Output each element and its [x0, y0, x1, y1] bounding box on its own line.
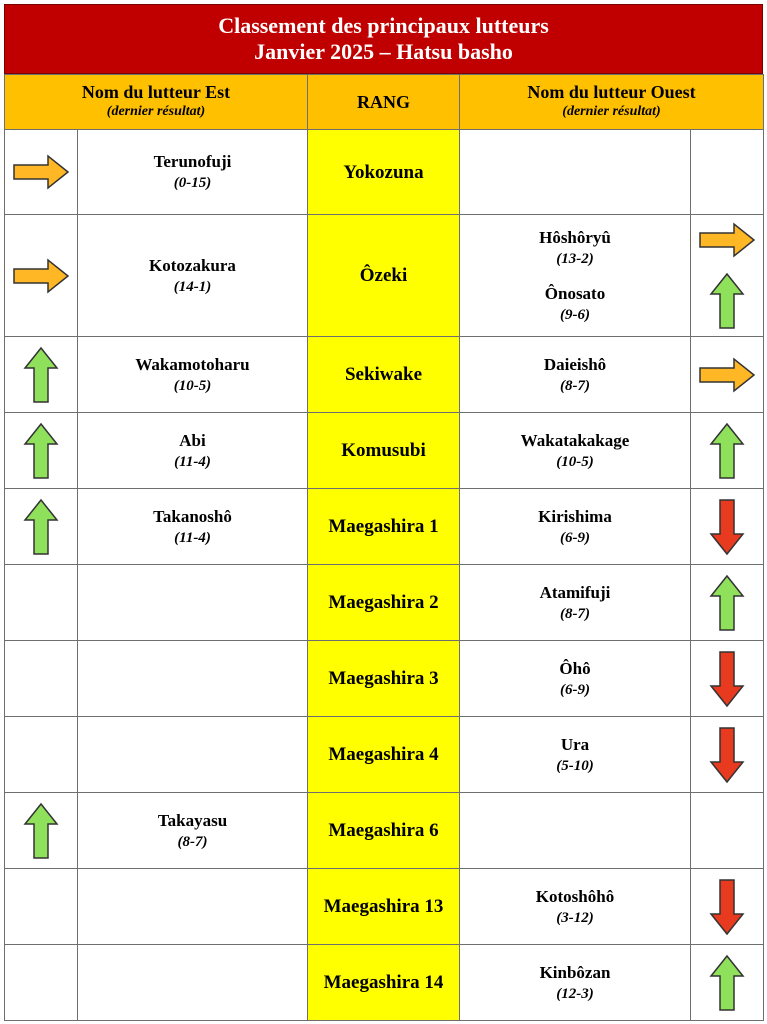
table-row	[5, 337, 764, 413]
east-wrestler-cell	[78, 413, 308, 489]
east-column-header	[5, 75, 308, 130]
arrow-right-icon	[698, 222, 756, 258]
wrestler-name: Ura	[560, 734, 590, 754]
arrow-shape	[711, 424, 743, 478]
west-trend-cell	[691, 337, 764, 413]
rank-label: Sekiwake	[344, 364, 423, 385]
east-trend-cell	[5, 565, 78, 641]
rank-cell	[308, 869, 460, 945]
wrestler-name: Wakatakakage	[520, 430, 630, 450]
west-trend-cell	[691, 215, 764, 337]
wrestler-name: Takayasu	[157, 810, 228, 830]
arrow-shape	[25, 424, 57, 478]
wrestler-entry	[460, 658, 690, 700]
wrestler-record: (0-15)	[173, 175, 212, 191]
west-wrestler-cell	[460, 641, 691, 717]
wrestler-entry	[460, 886, 690, 928]
wrestler-entry	[78, 255, 307, 297]
table-row	[5, 489, 764, 565]
east-wrestler-cell	[78, 945, 308, 1021]
title-line-2: Janvier 2025 – Hatsu basho	[254, 39, 513, 64]
west-wrestler-cell	[460, 945, 691, 1021]
arrow-down-icon	[709, 726, 745, 784]
wrestler-entry	[460, 582, 690, 624]
west-header-subtitle: (dernier résultat)	[562, 104, 661, 119]
wrestler-entry	[78, 810, 307, 852]
ranking-table	[4, 74, 764, 1021]
west-trend-cell	[691, 945, 764, 1021]
trend-arrows	[5, 346, 77, 404]
arrow-shape	[711, 728, 743, 782]
wrestler-record: (10-5)	[556, 453, 594, 470]
east-trend-cell	[5, 130, 78, 215]
east-trend-cell	[5, 793, 78, 869]
wrestler-record: (8-7)	[560, 605, 590, 622]
west-trend-cell	[691, 565, 764, 641]
arrow-shape	[14, 156, 68, 188]
arrow-shape	[25, 500, 57, 554]
arrow-up-icon	[709, 422, 745, 480]
table-row	[5, 717, 764, 793]
rank-cell	[308, 945, 460, 1021]
east-trend-cell	[5, 215, 78, 337]
rank-cell	[308, 489, 460, 565]
rank-column-header: RANG	[308, 75, 460, 130]
rank-label: Maegashira 6	[328, 820, 439, 841]
arrow-shape	[711, 500, 743, 554]
wrestler-entry	[78, 151, 307, 193]
east-trend-cell	[5, 717, 78, 793]
wrestler-record: (11-4)	[174, 453, 211, 470]
wrestler-record: (3-12)	[556, 909, 594, 926]
west-wrestler-cell	[460, 793, 691, 869]
east-trend-cell	[5, 337, 78, 413]
east-wrestler-cell	[78, 641, 308, 717]
west-trend-cell	[691, 413, 764, 489]
wrestler-entry	[460, 430, 690, 472]
wrestler-name: Hôshôryû	[539, 227, 611, 247]
arrow-shape	[700, 359, 754, 391]
arrow-down-icon	[709, 650, 745, 708]
trend-arrows	[691, 726, 763, 784]
east-wrestler-cell	[78, 130, 308, 215]
east-wrestler-cell	[78, 565, 308, 641]
wrestler-name: Kotoshôhô	[535, 886, 615, 906]
table-row	[5, 130, 764, 215]
trend-arrows	[5, 802, 77, 860]
east-wrestler-cell	[78, 215, 308, 337]
west-wrestler-cell	[460, 215, 691, 337]
wrestler-name: Kinbôzan	[539, 962, 611, 982]
trend-arrows	[691, 422, 763, 480]
wrestler-entry	[460, 734, 690, 776]
wrestler-name: Ôhô	[559, 658, 591, 678]
wrestler-entry	[78, 354, 307, 396]
table-row	[5, 215, 764, 337]
wrestler-name: Atamifuji	[539, 582, 611, 602]
trend-arrows	[691, 357, 763, 393]
east-header-title: Nom du lutteur Est	[81, 82, 231, 102]
wrestler-record: (6-9)	[560, 681, 590, 698]
west-trend-cell	[691, 717, 764, 793]
wrestler-record: (14-1)	[173, 278, 212, 295]
table-row	[5, 869, 764, 945]
rank-label: Maegashira 1	[328, 516, 439, 537]
table-row	[5, 641, 764, 717]
arrow-shape	[25, 804, 57, 858]
wrestler-name: Kotozakura	[149, 255, 236, 275]
arrow-shape	[711, 652, 743, 706]
arrow-up-icon	[23, 346, 59, 404]
wrestler-name: Kirishima	[538, 506, 612, 526]
rank-label: Komusubi	[341, 440, 426, 461]
header-row	[5, 75, 764, 130]
trend-arrows	[691, 954, 763, 1012]
table-row	[5, 945, 764, 1021]
west-wrestler-cell	[460, 869, 691, 945]
east-trend-cell	[5, 489, 78, 565]
title-line-1: Classement des principaux lutteurs	[218, 13, 549, 38]
rank-cell	[308, 717, 460, 793]
west-trend-cell	[691, 130, 764, 215]
arrow-down-icon	[709, 878, 745, 936]
arrow-down-icon	[709, 498, 745, 556]
arrow-shape	[700, 224, 754, 256]
rank-label: Maegashira 4	[328, 744, 439, 765]
wrestler-record: (8-7)	[560, 377, 590, 394]
rank-label: Maegashira 14	[323, 972, 444, 993]
arrow-right-icon	[12, 154, 70, 190]
arrow-shape	[14, 260, 68, 292]
wrestler-name: Daieishô	[543, 354, 607, 374]
wrestler-entry	[460, 227, 690, 269]
wrestler-record: (10-5)	[173, 377, 212, 394]
west-wrestler-cell	[460, 130, 691, 215]
east-wrestler-cell	[78, 489, 308, 565]
table-row	[5, 565, 764, 641]
rank-cell	[308, 337, 460, 413]
west-column-header	[460, 75, 764, 130]
east-trend-cell	[5, 945, 78, 1021]
west-trend-cell	[691, 641, 764, 717]
west-wrestler-cell	[460, 565, 691, 641]
east-wrestler-cell	[78, 793, 308, 869]
wrestler-entry	[460, 506, 690, 548]
west-header-title: Nom du lutteur Ouest	[527, 82, 696, 102]
wrestler-entry	[78, 430, 307, 472]
wrestler-record: (11-4)	[174, 529, 211, 546]
arrow-up-icon	[709, 272, 745, 330]
west-trend-cell	[691, 793, 764, 869]
arrow-up-icon	[23, 498, 59, 556]
table-title-banner	[4, 4, 763, 74]
wrestler-entry	[460, 283, 690, 325]
trend-arrows	[691, 498, 763, 556]
arrow-up-icon	[709, 954, 745, 1012]
east-wrestler-cell	[78, 337, 308, 413]
trend-arrows	[5, 422, 77, 480]
wrestler-name: Ônosato	[544, 283, 606, 303]
west-trend-cell	[691, 869, 764, 945]
wrestler-name: Terunofuji	[153, 152, 232, 171]
east-wrestler-cell	[78, 717, 308, 793]
wrestler-name: Takanoshô	[153, 506, 232, 526]
east-trend-cell	[5, 641, 78, 717]
east-wrestler-cell	[78, 869, 308, 945]
wrestler-name: Abi	[179, 430, 206, 450]
west-trend-cell	[691, 489, 764, 565]
wrestler-entry	[460, 962, 690, 1004]
rank-cell	[308, 641, 460, 717]
rank-cell	[308, 793, 460, 869]
arrow-up-icon	[23, 422, 59, 480]
rank-cell	[308, 215, 460, 337]
arrow-shape	[25, 348, 57, 402]
arrow-shape	[711, 576, 743, 630]
arrow-right-icon	[12, 258, 70, 294]
wrestler-record: (9-6)	[560, 306, 590, 323]
rank-label: Maegashira 2	[328, 592, 439, 613]
rank-cell	[308, 565, 460, 641]
wrestler-name: Wakamotoharu	[135, 354, 250, 374]
east-trend-cell	[5, 413, 78, 489]
west-wrestler-cell	[460, 337, 691, 413]
wrestler-entry	[78, 506, 307, 548]
arrow-shape	[711, 274, 743, 328]
wrestler-entry	[460, 354, 690, 396]
arrow-right-icon	[698, 357, 756, 393]
east-trend-cell	[5, 869, 78, 945]
arrow-up-icon	[23, 802, 59, 860]
west-wrestler-cell	[460, 717, 691, 793]
rank-label: Ôzeki	[359, 265, 408, 286]
table-row	[5, 793, 764, 869]
west-wrestler-cell	[460, 489, 691, 565]
east-header-subtitle: (dernier résultat)	[106, 104, 206, 119]
west-wrestler-cell	[460, 413, 691, 489]
table-row	[5, 413, 764, 489]
rank-label: Maegashira 13	[323, 896, 444, 917]
trend-arrows	[691, 650, 763, 708]
wrestler-record: (6-9)	[560, 529, 590, 546]
wrestler-record: (8-7)	[177, 833, 208, 850]
arrow-up-icon	[709, 574, 745, 632]
wrestler-record: (12-3)	[556, 985, 594, 1002]
trend-arrows	[691, 574, 763, 632]
trend-arrows	[691, 222, 763, 330]
arrow-shape	[711, 880, 743, 934]
wrestler-record: (13-2)	[556, 250, 594, 267]
rank-label: Yokozuna	[343, 161, 424, 183]
trend-arrows	[5, 498, 77, 556]
rank-label: Maegashira 3	[328, 668, 439, 689]
rank-cell	[308, 130, 460, 215]
wrestler-record: (5-10)	[556, 757, 594, 774]
arrow-shape	[711, 956, 743, 1010]
trend-arrows	[5, 258, 77, 294]
trend-arrows	[691, 878, 763, 936]
rank-cell	[308, 413, 460, 489]
trend-arrows	[5, 154, 77, 190]
